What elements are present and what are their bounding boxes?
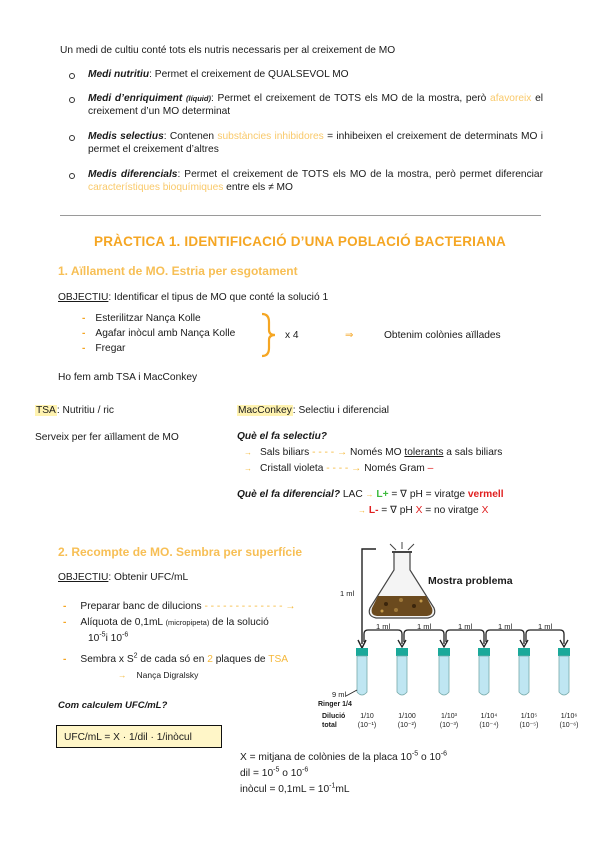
section2-title: 2. Recompte de MO. Sembra per superfície bbox=[58, 545, 303, 559]
test-tube bbox=[558, 648, 570, 695]
media-item-diferencials: Medis diferencials: Permet el creixement de TOTS els MO de la mostra, però permet diferenciar característiques bioquímiques entre els ≠ MO bbox=[88, 169, 543, 193]
media-item-enriquiment: Medi d’enriquiment (líquid): Permet el creixement de TOTS els MO de la mostra, però afavoreix el creixement d’un MO determinat bbox=[88, 93, 544, 117]
test-tube bbox=[518, 648, 530, 695]
selective-question: Què el fa selectiu? bbox=[237, 431, 328, 442]
list-item: - Agafar inòcul amb Nança Kolle bbox=[82, 328, 236, 339]
implies-arrow: ⇒ bbox=[345, 330, 354, 341]
transfer-label: 1 ml bbox=[498, 622, 513, 631]
section1-title: 1. Aïllament de MO. Estria per esgotament bbox=[58, 264, 298, 278]
dilution-value: 1/10 (10⁻¹) bbox=[357, 713, 377, 729]
brace-icon bbox=[258, 312, 278, 358]
dilution-value: 1/10³ (10⁻³) bbox=[439, 713, 459, 729]
section2-objective: OBJECTIU: Obtenir UFC/mL bbox=[58, 572, 189, 583]
count-step-2: - Alíquota de 0,1mL (micropipeta) de la solució bbox=[63, 617, 269, 628]
macconkey-heading: MacConkey: Selectiu i diferencial bbox=[238, 405, 390, 416]
transfer-label: 1 ml bbox=[417, 622, 432, 631]
list-item: - Esterilitzar Nança Kolle bbox=[82, 313, 201, 324]
transfer-label: 1 ml bbox=[376, 622, 391, 631]
nine-ml-label: 9 ml bbox=[332, 690, 347, 699]
list-item: - Fregar bbox=[82, 343, 126, 354]
bullet bbox=[69, 97, 75, 103]
dilution-value: 1/10⁴ (10⁻⁴) bbox=[479, 713, 499, 729]
selective-item-bile: → Sals biliars - - - - → Només MO tolerants a sals biliars bbox=[244, 447, 503, 458]
dilution-value: 1/10⁵ (10⁻⁵) bbox=[519, 713, 539, 729]
step-list bbox=[82, 312, 235, 357]
test-tubes bbox=[356, 648, 570, 695]
formula-box bbox=[56, 725, 222, 748]
bullet bbox=[69, 173, 75, 179]
ringer-label: Ringer 1/4 bbox=[318, 701, 352, 708]
media-item-selectius: Medis selectius: Contenen substàncies inhibidores = inhibeixen el creixement de determinats MO i permet el creixement d’altres bbox=[88, 131, 543, 155]
dilution-value: 1/10⁶ (10⁻⁶) bbox=[559, 713, 579, 729]
test-tube bbox=[396, 648, 408, 695]
test-tube bbox=[438, 648, 450, 695]
bullet bbox=[69, 73, 75, 79]
test-tube bbox=[478, 648, 490, 695]
formula-text: UFC/mL = X · 1/dil · 1/inòcul bbox=[64, 732, 192, 743]
media-item-nutritiu: Medi nutritiu: Permet el creixement de QUALSEVOL MO bbox=[88, 69, 349, 80]
sample-label: Mostra problema bbox=[428, 575, 513, 587]
transfer-label: 1 ml bbox=[458, 622, 473, 631]
count-step-2-dilutions: $10^{-5}i$ $10^{-6}$ bbox=[88, 631, 129, 644]
flask-transfer-label: 1 ml bbox=[340, 589, 355, 598]
count-step-3-sub: → Nança Digralsky bbox=[118, 670, 199, 680]
x-definition: X = mitjana de colònies de la placa $10^{-5}$ o $10^{-6}$ bbox=[240, 750, 448, 763]
dilution-total-label: Dilució total bbox=[322, 713, 346, 729]
tsa-heading: TSA: Nutritiu / ric bbox=[36, 405, 114, 416]
selective-item-violet: → Cristall violeta - - - - → Només Gram – bbox=[244, 463, 434, 474]
media-used: Ho fem amb TSA i MacConkey bbox=[58, 372, 198, 383]
transfer-label: 1 ml bbox=[538, 622, 553, 631]
inoculum-definition: inòcul = $0,1mL = 10^{-1}mL$ bbox=[240, 782, 350, 795]
flask-icon bbox=[369, 542, 435, 618]
formula-question: Com calculem UFC/mL? bbox=[58, 700, 168, 711]
tsa-use: Serveix per fer aïllament de MO bbox=[35, 432, 179, 443]
dilution-value: 1/100 (10⁻²) bbox=[397, 713, 417, 729]
differential-line-lminus: → L- = ∇ pH X = no viratge X bbox=[358, 505, 489, 516]
divider bbox=[60, 215, 541, 216]
practice-title: PRÀCTICA 1. IDENTIFICACIÓ D’UNA POBLACIÓ BACTERIANA bbox=[94, 234, 506, 249]
differential-line-lplus: Què el fa diferencial? LAC → L+ = ∇ pH = viratge vermell bbox=[237, 489, 504, 500]
intro-text: Un medi de cultiu conté tots els nutris necessaris per al creixement de MO bbox=[60, 45, 396, 56]
count-step-1: - Preparar banc de dilucions - - - - - - - - - - - - - → bbox=[63, 601, 296, 612]
test-tube bbox=[356, 648, 368, 695]
dil-definition: dil = $10^{-5}$ o $10^{-6}$ bbox=[240, 766, 309, 779]
count-step-3: - Sembra x $S^2$ de cada só en 2 plaques de TSA bbox=[63, 652, 289, 665]
result-text: Obtenim colònies aïllades bbox=[384, 330, 501, 341]
times-label: x 4 bbox=[285, 330, 299, 341]
bullet bbox=[69, 135, 75, 141]
section1-objective: OBJECTIU: Identificar el tipus de MO que conté la solució 1 bbox=[58, 292, 329, 303]
